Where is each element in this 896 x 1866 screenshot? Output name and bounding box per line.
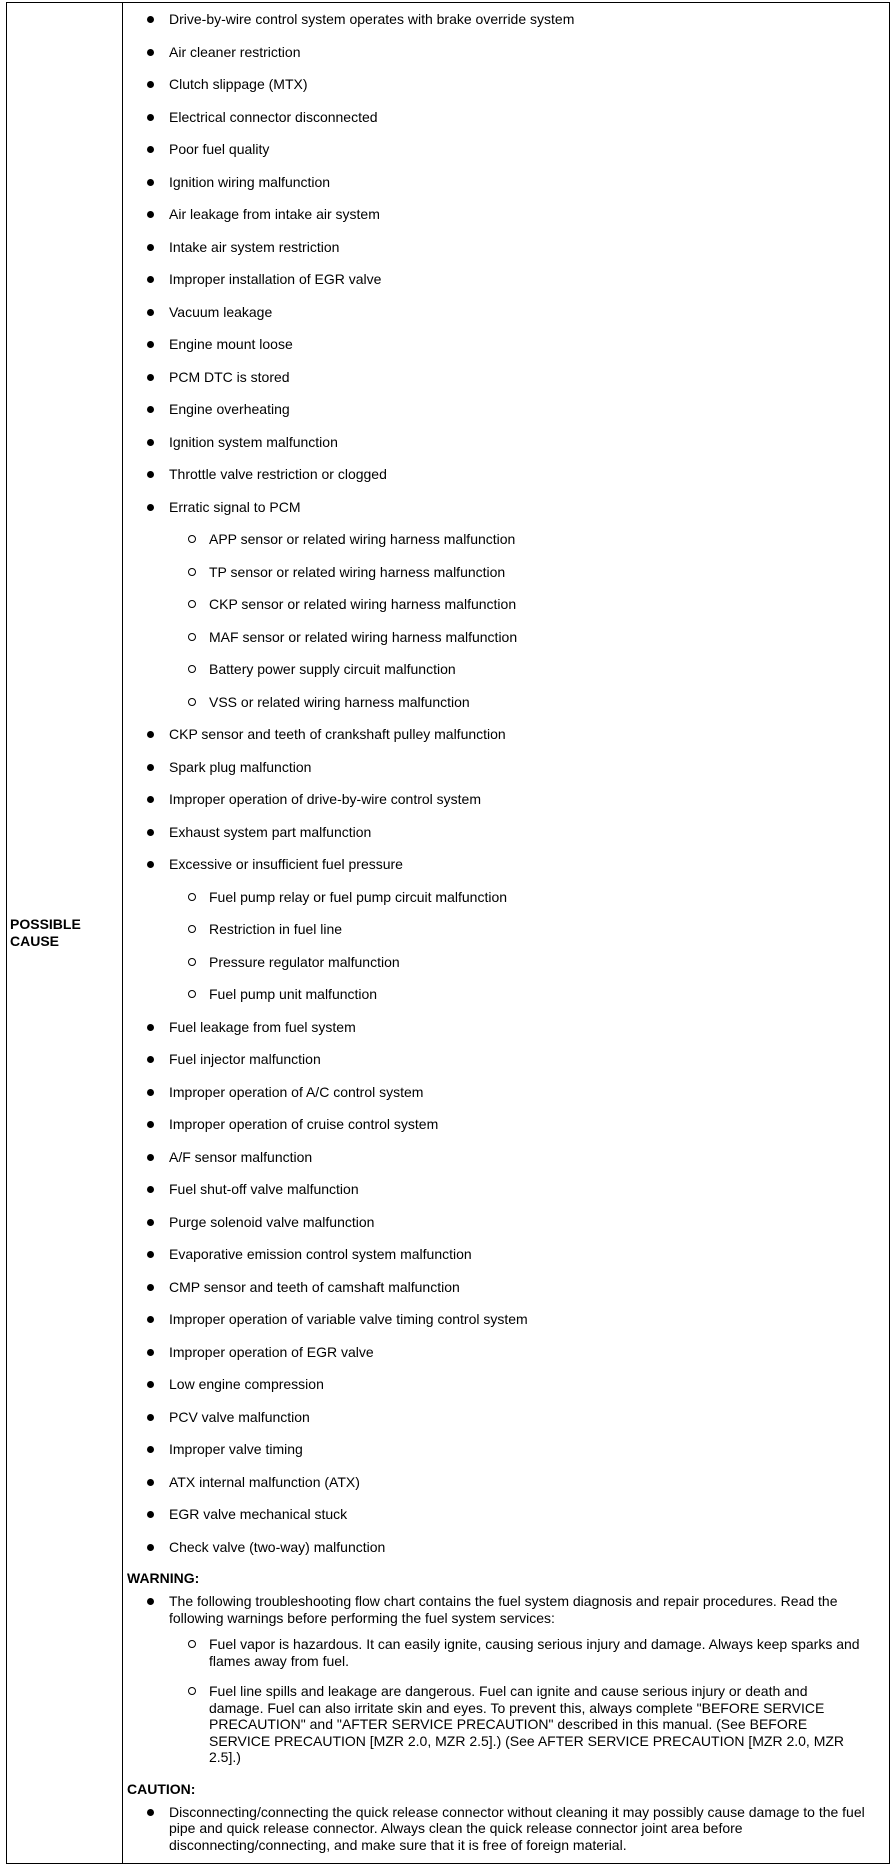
list-item [123, 296, 889, 329]
list-item [123, 1043, 889, 1076]
list-item [123, 101, 889, 134]
circle-bullet-icon [188, 600, 196, 608]
item-text: Intake air system restriction [169, 238, 340, 255]
item-text: Throttle valve restriction or clogged [169, 466, 387, 482]
list-item [123, 1368, 889, 1401]
circle-bullet-icon [188, 568, 196, 576]
item-text: Spark plug malfunction [169, 758, 312, 775]
item-text: Fuel leakage from fuel system [169, 1018, 356, 1035]
caution-list [123, 1804, 889, 1854]
sub-list-item [123, 1636, 889, 1669]
item-text: CMP sensor and teeth of camshaft malfunction [169, 1278, 460, 1295]
bullet-icon [147, 439, 154, 446]
bullet-icon [147, 16, 154, 23]
list-item [123, 133, 889, 166]
row-label: POSSIBLE CAUSE [10, 916, 81, 949]
item-text: PCM DTC is stored [169, 368, 290, 385]
list-item [123, 231, 889, 264]
bullet-icon [147, 1544, 154, 1551]
sub-list-item [123, 686, 889, 719]
circle-bullet-icon [188, 665, 196, 673]
list-item [123, 68, 889, 101]
bullet-icon [147, 504, 154, 511]
item-text: EGR valve mechanical stuck [169, 1506, 348, 1522]
item-text: Pressure regulator malfunction [209, 953, 400, 970]
item-text: Exhaust system part malfunction [169, 823, 372, 840]
item-text: Improper operation of drive-by-wire control system [169, 791, 482, 807]
list-item [123, 328, 889, 361]
item-text: Evaporative emission control system malfunction [169, 1246, 472, 1262]
list-item [123, 1498, 889, 1531]
list-item [123, 1401, 889, 1434]
bullet-icon [147, 1024, 154, 1031]
circle-bullet-icon [188, 1640, 196, 1648]
list-item [123, 361, 889, 394]
possible-cause-row [7, 3, 890, 1864]
item-text: Disconnecting/connecting the quick release connector without cleaning it may possibly cause damage to the fuel pipe and quick release connector. Always clean the quick release connector joint area before disconnecting/connecting, and make sure that it is free of foreign material. [169, 1803, 865, 1853]
item-text: Clutch slippage (MTX) [169, 76, 308, 92]
bullet-icon [147, 1809, 154, 1816]
item-text: Erratic signal to PCM [169, 498, 301, 515]
row-content-cell [123, 3, 890, 1864]
sub-list-item [123, 946, 889, 979]
circle-bullet-icon [188, 1687, 196, 1695]
list-item [123, 393, 889, 426]
circle-bullet-icon [188, 925, 196, 933]
item-text: Check valve (two-way) malfunction [169, 1538, 386, 1555]
item-text: Engine mount loose [169, 336, 293, 352]
item-text: ATX internal malfunction (ATX) [169, 1473, 360, 1490]
sub-list-item [123, 978, 889, 1011]
warning-list [123, 1593, 889, 1766]
item-text: Restriction in fuel line [209, 921, 343, 937]
bullet-icon [147, 1056, 154, 1063]
cause-list [123, 3, 889, 1563]
sub-list-item [123, 653, 889, 686]
bullet-icon [147, 1251, 154, 1258]
list-item [123, 1173, 889, 1206]
item-text: Ignition system malfunction [169, 433, 338, 450]
list-item [123, 491, 889, 524]
circle-bullet-icon [188, 893, 196, 901]
circle-bullet-icon [188, 958, 196, 966]
item-text: Improper valve timing [169, 1441, 303, 1457]
item-text: Fuel vapor is hazardous. It can easily ignite, causing serious injury and damage. Always keep sparks and flames away from fuel. [209, 1636, 860, 1669]
bullet-icon [147, 1121, 154, 1128]
possible-cause-table [6, 2, 890, 1864]
bullet-icon [147, 471, 154, 478]
item-text: VSS or related wiring harness malfunction [209, 693, 470, 710]
list-item [123, 1141, 889, 1174]
list-item [123, 1271, 889, 1304]
caution-heading: CAUTION: [127, 1780, 196, 1797]
item-text: Air cleaner restriction [169, 43, 301, 60]
list-item [123, 718, 889, 751]
bullet-icon [147, 374, 154, 381]
list-item [123, 426, 889, 459]
item-text: Vacuum leakage [169, 303, 273, 320]
item-text: Purge solenoid valve malfunction [169, 1213, 375, 1230]
bullet-icon [147, 1414, 154, 1421]
sub-list-item [123, 523, 889, 556]
item-text: A/F sensor malfunction [169, 1148, 313, 1165]
item-text: Poor fuel quality [169, 141, 270, 157]
item-text: Improper operation of cruise control system [169, 1116, 439, 1132]
warning-heading: WARNING: [127, 1570, 200, 1586]
list-item [123, 1336, 889, 1369]
list-item [123, 1531, 889, 1564]
item-text: Fuel shut-off valve malfunction [169, 1181, 359, 1197]
list-item [123, 783, 889, 816]
item-text: Improper installation of EGR valve [169, 271, 382, 287]
list-item [123, 166, 889, 199]
bullet-icon [147, 244, 154, 251]
item-text: The following troubleshooting flow chart contains the fuel system diagnosis and repair procedures. Read the following warnings before performing the fuel system services: [169, 1593, 838, 1626]
bullet-icon [147, 1598, 154, 1605]
list-item [123, 1466, 889, 1499]
item-text: Electrical connector disconnected [169, 108, 378, 125]
item-text: Excessive or insufficient fuel pressure [169, 856, 403, 872]
item-text: Air leakage from intake air system [169, 206, 380, 222]
bullet-icon [147, 179, 154, 186]
bullet-icon [147, 1089, 154, 1096]
bullet-icon [147, 1284, 154, 1291]
circle-bullet-icon [188, 698, 196, 706]
list-item [123, 36, 889, 69]
item-text: Drive-by-wire control system operates with brake override system [169, 11, 575, 27]
list-item [123, 1303, 889, 1336]
item-text: Fuel line spills and leakage are dangerous. Fuel can ignite and cause serious injury or death and damage. Fuel can also irritate skin and eyes. To prevent this, always complete "BEFORE SERVICE PRECAUTION" and "AFTER SERVICE PRECAUTION" described in this manual. (See BEFORE SERVICE PRECAUTION [MZR 2.0, MZR 2.5].) (See AFTER SERVICE PRECAUTION [MZR 2.0, MZR 2.5].) [209, 1683, 845, 1765]
item-text: MAF sensor or related wiring harness malfunction [209, 628, 518, 645]
item-text: APP sensor or related wiring harness malfunction [209, 531, 516, 547]
list-item [123, 1011, 889, 1044]
item-text: Battery power supply circuit malfunction [209, 661, 456, 677]
bullet-icon [147, 1479, 154, 1486]
list-item [123, 1108, 889, 1141]
bullet-icon [147, 309, 154, 316]
list-item [123, 1593, 889, 1626]
circle-bullet-icon [188, 535, 196, 543]
list-item [123, 1076, 889, 1109]
item-text: Fuel pump unit malfunction [209, 986, 378, 1002]
item-text: Fuel injector malfunction [169, 1051, 321, 1067]
bullet-icon [147, 796, 154, 803]
list-item [123, 1433, 889, 1466]
list-item [123, 848, 889, 881]
bullet-icon [147, 731, 154, 738]
list-item [123, 263, 889, 296]
bullet-icon [147, 81, 154, 88]
list-item [123, 1238, 889, 1271]
item-text: Engine overheating [169, 401, 290, 417]
sub-list-item [123, 881, 889, 914]
circle-bullet-icon [188, 633, 196, 641]
list-item [123, 816, 889, 849]
bullet-icon [147, 1219, 154, 1226]
bullet-icon [147, 211, 154, 218]
sub-list-item [123, 621, 889, 654]
bullet-icon [147, 1186, 154, 1193]
item-text: CKP sensor and teeth of crankshaft pulley malfunction [169, 726, 506, 742]
bullet-icon [147, 49, 154, 56]
item-text: Improper operation of A/C control system [169, 1083, 424, 1100]
item-text: Low engine compression [169, 1376, 324, 1392]
bullet-icon [147, 1511, 154, 1518]
bullet-icon [147, 341, 154, 348]
list-item [123, 3, 889, 36]
item-text: Fuel pump relay or fuel pump circuit malfunction [209, 888, 508, 905]
sub-list-item [123, 1683, 889, 1766]
bullet-icon [147, 276, 154, 283]
bullet-icon [147, 146, 154, 153]
item-text: Ignition wiring malfunction [169, 173, 331, 190]
bullet-icon [147, 1154, 154, 1161]
sub-list-item [123, 556, 889, 589]
bullet-icon [147, 1349, 154, 1356]
circle-bullet-icon [188, 990, 196, 998]
bullet-icon [147, 861, 154, 868]
sub-list-item [123, 588, 889, 621]
item-text: CKP sensor or related wiring harness malfunction [209, 596, 517, 612]
list-item [123, 1804, 889, 1854]
list-item [123, 751, 889, 784]
item-text: TP sensor or related wiring harness malfunction [209, 563, 506, 580]
bullet-icon [147, 114, 154, 121]
list-item [123, 198, 889, 231]
sub-list-item [123, 913, 889, 946]
item-text: Improper operation of EGR valve [169, 1343, 374, 1360]
bullet-icon [147, 1316, 154, 1323]
bullet-icon [147, 1381, 154, 1388]
list-item [123, 1206, 889, 1239]
item-text: PCV valve malfunction [169, 1408, 310, 1425]
item-text: Improper operation of variable valve timing control system [169, 1311, 528, 1327]
bullet-icon [147, 406, 154, 413]
bullet-icon [147, 1446, 154, 1453]
bullet-icon [147, 829, 154, 836]
row-label-cell [7, 3, 123, 1864]
list-item [123, 458, 889, 491]
bullet-icon [147, 764, 154, 771]
